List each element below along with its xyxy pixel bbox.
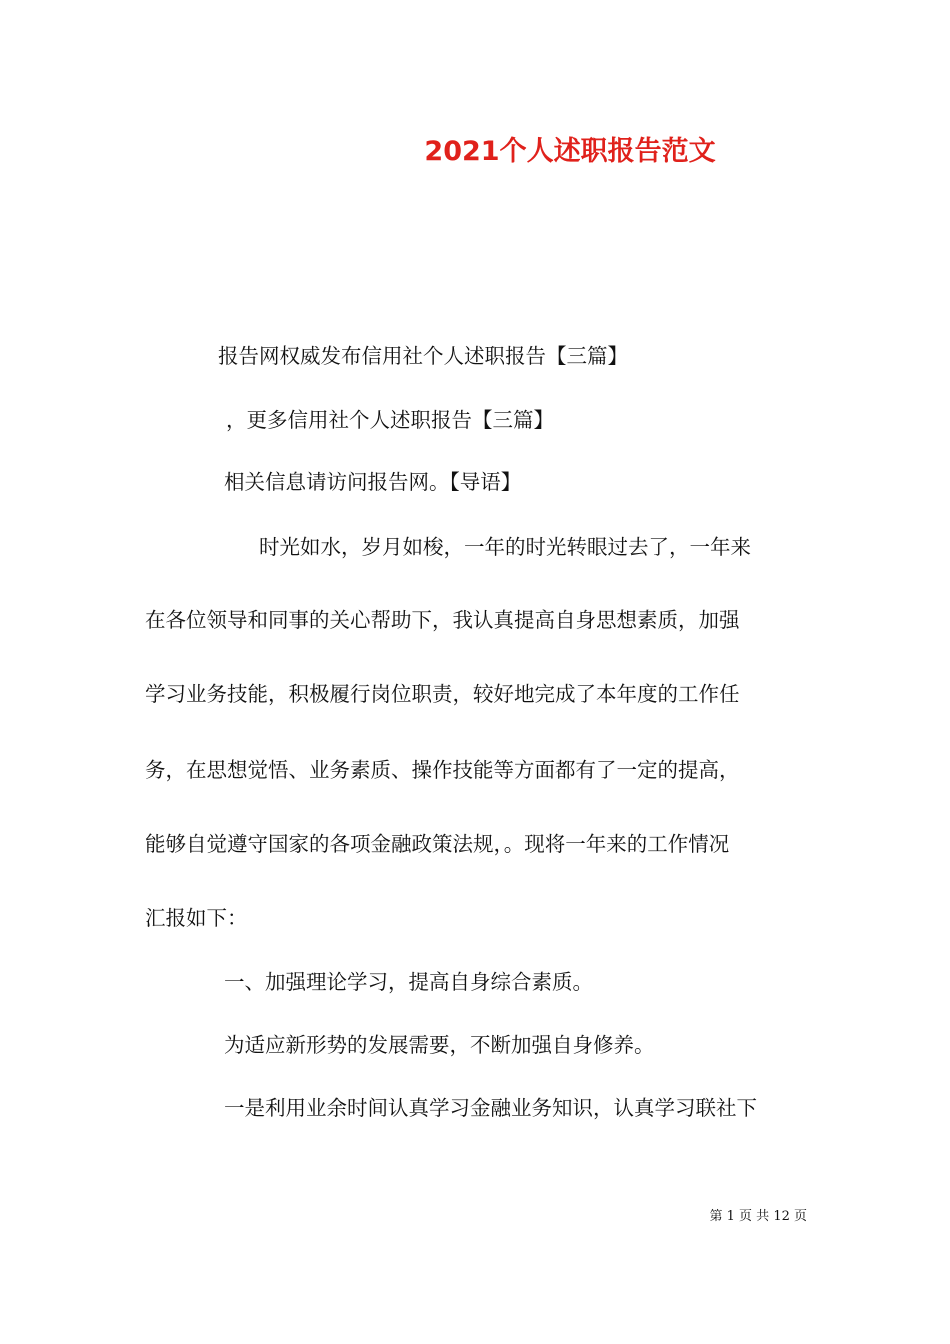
paragraph-line: ，更多信用社个人述职报告【三篇】: [226, 408, 554, 432]
paragraph-line: 能够自觉遵守国家的各项金融政策法规，。现将一年来的工作情况: [145, 832, 730, 856]
paragraph-line: 为适应新形势的发展需要，不断加强自身修养。: [224, 1033, 655, 1057]
paragraph-line: 务，在思想觉悟、业务素质、操作技能等方面都有了一定的提高，: [145, 758, 740, 782]
paragraph-line: 一是利用业余时间认真学习金融业务知识，认真学习联社下: [224, 1096, 757, 1120]
paragraph-line: 在各位领导和同事的关心帮助下，我认真提高自身思想素质，加强: [145, 608, 740, 632]
paragraph-line: 时光如水，岁月如梭，一年的时光转眼过去了，一年来: [259, 535, 751, 559]
paragraph-line: 相关信息请访问报告网。【导语】: [224, 470, 522, 494]
page-number: 第 1 页 共 12 页: [709, 1209, 807, 1224]
paragraph-line: 汇报如下：: [145, 906, 248, 930]
paragraph-line: 学习业务技能，积极履行岗位职责，较好地完成了本年度的工作任: [145, 682, 740, 706]
paragraph-line: 报告网权威发布信用社个人述职报告【三篇】: [218, 344, 628, 368]
document-title: 2021个人述职报告范文: [424, 136, 716, 167]
paragraph-line: 一、加强理论学习，提高自身综合素质。: [224, 970, 593, 994]
